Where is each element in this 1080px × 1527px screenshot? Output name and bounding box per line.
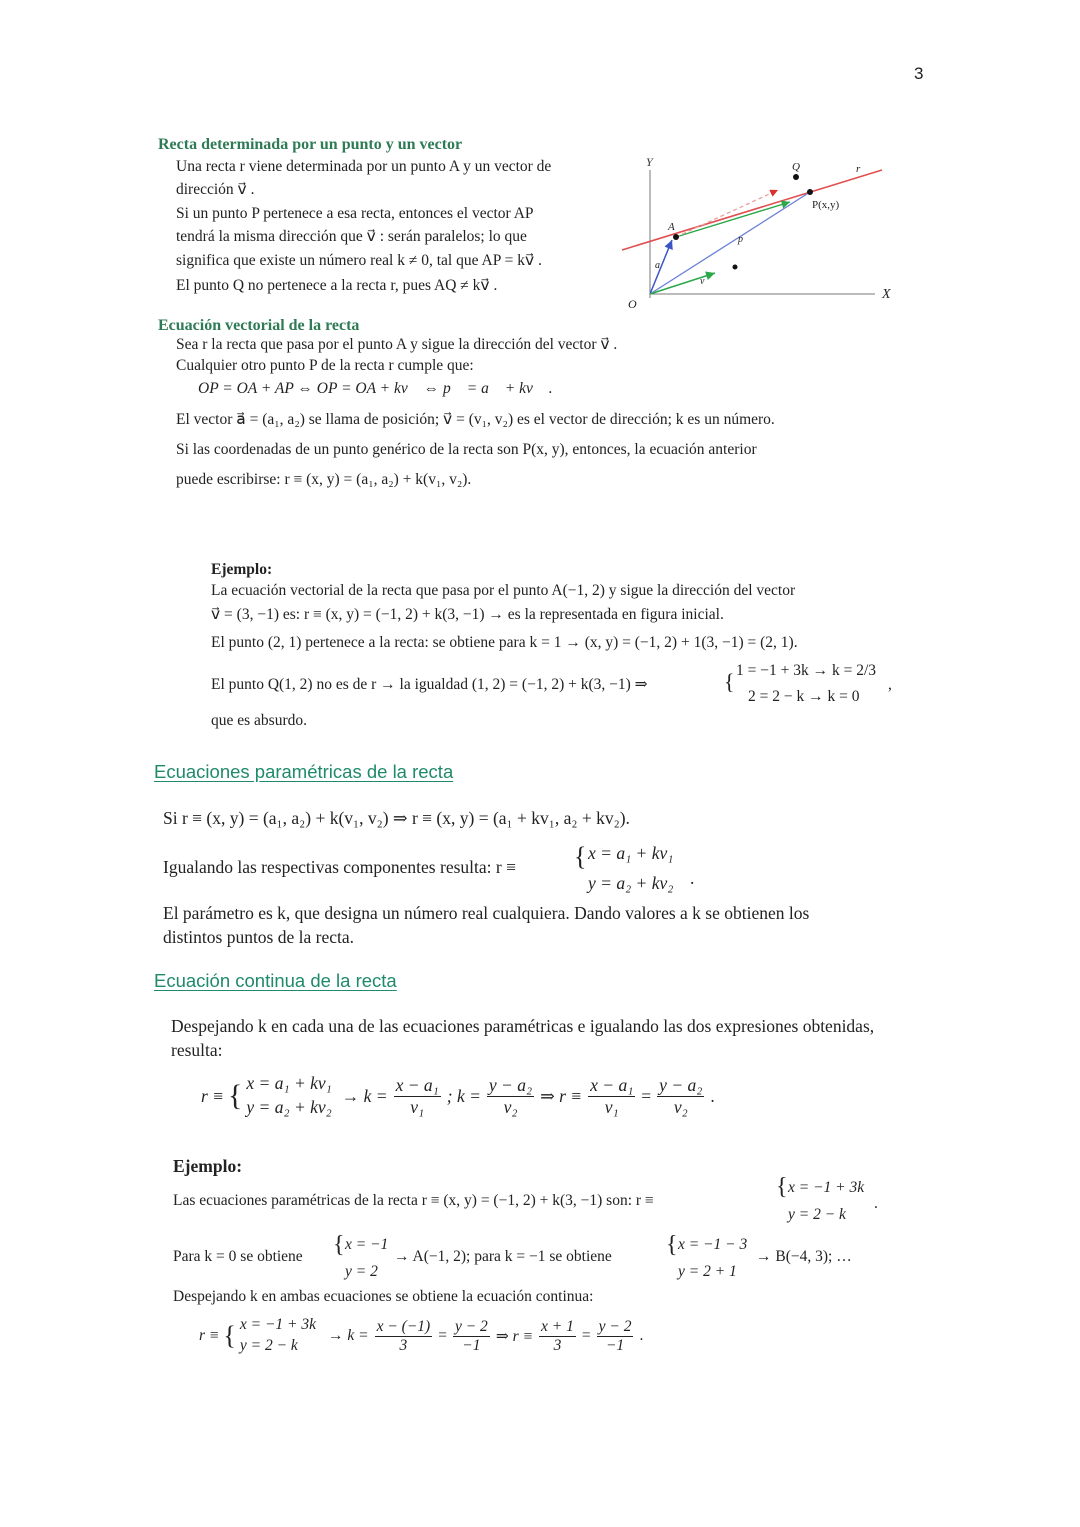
text-line: La ecuación vectorial de la recta que pasa por el punto A(−1, 2) y sigue la dirección del vector bbox=[211, 582, 796, 599]
system-line: x = −1 + 3k bbox=[788, 1179, 865, 1196]
label-P: P(x,y) bbox=[812, 199, 840, 211]
vector-line-figure bbox=[620, 148, 910, 318]
label-a: a bbox=[655, 260, 660, 271]
implies-r: ⇒ r ≡ bbox=[540, 1085, 583, 1106]
label-p: p bbox=[738, 234, 743, 245]
equals: = bbox=[581, 1327, 591, 1344]
vector-p bbox=[650, 192, 810, 294]
system-line: 1 = −1 + 3k → k = 2/3 bbox=[736, 662, 877, 679]
system-line: y = a₂ + kv₂ bbox=[588, 873, 674, 893]
text-line: Igualando las respectivas componentes resulta: r ≡ bbox=[163, 857, 516, 877]
brace: { bbox=[223, 1321, 236, 1350]
vector-equation: OP = OA + AP ⇔ OP = OA + kv⃗ ⇔ p⃗ = a⃗ + kv⃗ . bbox=[198, 380, 553, 397]
label-Q: Q bbox=[792, 161, 800, 173]
text-line: distintos puntos de la recta. bbox=[163, 927, 355, 947]
punctuation: . bbox=[874, 1195, 878, 1212]
text-line: Las ecuaciones paramétricas de la recta r ≡ (x, y) = (−1, 2) + k(3, −1) son: r ≡ bbox=[173, 1192, 654, 1209]
punctuation: , bbox=[888, 676, 892, 693]
r-equiv: r ≡ bbox=[201, 1085, 224, 1106]
arrow-k: → k = bbox=[341, 1085, 388, 1106]
arrow-k: → k = bbox=[328, 1327, 369, 1344]
text-line: El punto Q(1, 2) no es de r → la igualdad (1, 2) = (−1, 2) + k(3, −1) ⇒ bbox=[211, 676, 648, 693]
text-line: → A(−1, 2); para k = −1 se obtiene bbox=[394, 1248, 612, 1265]
text-line: El parámetro es k, que designa un número real cualquiera. Dando valores a k se obtienen los bbox=[163, 903, 810, 923]
text-line: Si las coordenadas de un punto genérico de la recta son P(x, y), entonces, la ecuación anterior bbox=[176, 441, 757, 458]
text-line: tendrá la misma dirección que v⃗ : serán paralelos; lo que bbox=[176, 228, 527, 245]
vector-AQ bbox=[676, 190, 778, 237]
punctuation: . bbox=[639, 1327, 644, 1344]
text-line: Una recta r viene determinada por un punto A y un vector de bbox=[176, 158, 552, 175]
label-A: A bbox=[668, 221, 675, 233]
text-line: Despejando k en ambas ecuaciones se obtiene la ecuación continua: bbox=[173, 1288, 594, 1305]
system: x = −1 + 3k y = 2 − k bbox=[239, 1316, 316, 1354]
brace: { bbox=[666, 1232, 678, 1258]
text-line: Para k = 0 se obtiene bbox=[173, 1248, 303, 1265]
text-line: El vector a⃗ = (a₁, a₂) se llama de posición; v⃗ = (v₁, v₂) es el vector de dirección; k es un número. bbox=[176, 411, 775, 428]
example-title: Ejemplo: bbox=[211, 561, 273, 578]
example-title: Ejemplo: bbox=[173, 1156, 243, 1176]
section-heading-parametric: Ecuaciones paramétricas de la recta bbox=[154, 761, 454, 782]
section-heading-vectorial: Ecuación vectorial de la recta bbox=[158, 317, 360, 334]
point-P bbox=[807, 189, 813, 195]
system-line: y = 2 + 1 bbox=[678, 1263, 737, 1280]
fraction: $\frac{\text{y − a₂}}{\text{v₂}}$ bbox=[659, 1074, 703, 1117]
label-r: r bbox=[856, 163, 861, 175]
point-v-end bbox=[733, 265, 738, 270]
text-line: que es absurdo. bbox=[211, 712, 307, 729]
equals: = bbox=[438, 1327, 447, 1344]
brace: { bbox=[776, 1174, 788, 1200]
label-O: O bbox=[628, 297, 637, 311]
fraction: $\frac{y - 2}{-1}$ bbox=[598, 1317, 632, 1354]
page-number: 3 bbox=[914, 64, 924, 83]
brace: { bbox=[724, 669, 735, 694]
brace: { bbox=[333, 1232, 345, 1258]
line-r bbox=[622, 170, 882, 250]
text-line: → B(−4, 3); … bbox=[756, 1248, 852, 1265]
text-line: El punto (2, 1) pertenece a la recta: se obtiene para k = 1 → (x, y) = (−1, 2) + 1(3, −1) = (2, 1). bbox=[211, 634, 798, 651]
label-X: X bbox=[882, 287, 891, 302]
fraction: $\frac{y - 2}{-1}$ bbox=[454, 1317, 488, 1354]
fraction: $\frac{x - (-1)}{3}$ bbox=[376, 1317, 431, 1354]
system-line: 2 = 2 − k → k = 0 bbox=[748, 688, 860, 705]
vector-a bbox=[650, 240, 672, 294]
system: x = a₁ + kv₁ y = a₂ + kv₂ bbox=[246, 1073, 332, 1117]
equals: = bbox=[641, 1085, 652, 1106]
implies-r: ⇒ r ≡ bbox=[495, 1327, 534, 1345]
text-line: Si r ≡ (x, y) = (a₁, a₂) + k(v₁, v₂) ⇒ r ≡ (x, y) = (a₁ + kv₁, a₂ + kv₂). bbox=[163, 808, 630, 828]
text-line: Sea r la recta que pasa por el punto A y sigue la dirección del vector v⃗ . bbox=[176, 336, 618, 353]
fraction: $\frac{\text{x − a₁}}{\text{v₁}}$ bbox=[395, 1074, 439, 1117]
text-line: v⃗ = (3, −1) es: r ≡ (x, y) = (−1, 2) + k(3, −1) → es la representada en figura inicial. bbox=[211, 606, 724, 623]
fraction: $\frac{\text{x − a₁}}{\text{v₁}}$ bbox=[590, 1074, 634, 1117]
brace: { bbox=[228, 1079, 243, 1112]
vector-AP bbox=[676, 202, 790, 237]
text-line: El punto Q no pertenece a la recta r, pues AQ ≠ kv⃗ . bbox=[176, 277, 498, 294]
text-line: puede escribirse: r ≡ (x, y) = (a₁, a₂) + k(v₁, v₂). bbox=[176, 471, 472, 488]
label-v: v bbox=[700, 276, 705, 287]
text-line: Si un punto P pertenece a esa recta, entonces el vector AP bbox=[176, 205, 534, 222]
text-line: significa que existe un número real k ≠ 0, tal que AP = kv⃗ . bbox=[176, 252, 542, 269]
system-line: y = 2 − k bbox=[788, 1206, 846, 1223]
continuous-derivation bbox=[201, 1068, 715, 1124]
fraction: $\frac{\text{y − a₂}}{\text{v₂}}$ bbox=[488, 1074, 533, 1117]
text-line: Cualquier otro punto P de la recta r cumple que: bbox=[176, 357, 474, 374]
fraction: $\frac{x + 1}{3}$ bbox=[541, 1317, 574, 1354]
continuous-example bbox=[199, 1310, 643, 1362]
punctuation: . bbox=[710, 1085, 715, 1106]
semicolon-k: ; k = bbox=[446, 1085, 481, 1106]
system-line: x = −1 bbox=[345, 1236, 389, 1253]
system-line: x = −1 − 3 bbox=[678, 1236, 748, 1253]
system-line: y = 2 bbox=[345, 1263, 378, 1280]
section-heading-point-vector: Recta determinada por un punto y un vector bbox=[158, 136, 463, 153]
section-heading-continuous: Ecuación continua de la recta bbox=[154, 970, 397, 991]
text-line: dirección v⃗ . bbox=[176, 181, 255, 198]
label-Y: Y bbox=[646, 155, 653, 169]
brace: { bbox=[574, 842, 587, 871]
vector-v bbox=[650, 273, 715, 294]
r-equiv: r ≡ bbox=[199, 1327, 220, 1344]
text-line: resulta: bbox=[171, 1040, 223, 1060]
text-line: Despejando k en cada una de las ecuaciones paramétricas e igualando las dos expresiones obtenidas, bbox=[171, 1016, 875, 1036]
system-line: x = a₁ + kv₁ bbox=[588, 843, 674, 863]
point-Q bbox=[793, 174, 799, 180]
punctuation: . bbox=[690, 868, 695, 888]
point-A bbox=[673, 234, 679, 240]
